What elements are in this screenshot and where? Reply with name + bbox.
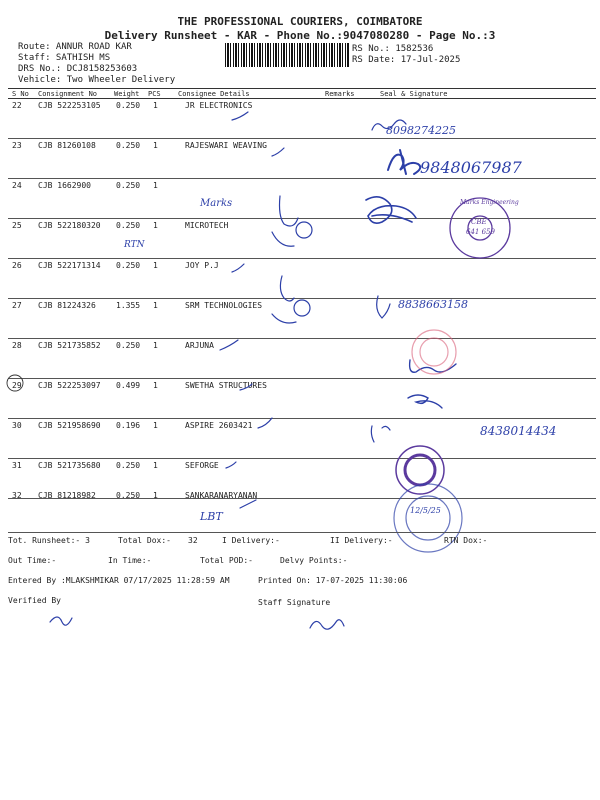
row-weight: 1.355 [116,301,141,310]
handwritten-note: LBT [200,510,223,523]
signature-stroke [272,314,296,323]
staff-signature-label: Staff Signature [258,598,331,607]
signature-stroke [280,276,294,301]
row-weight: 0.250 [116,461,141,470]
handwritten-phone: 8838663158 [398,298,468,311]
row-consignment: CJB 521958690 [38,421,101,430]
signature-stroke [372,215,412,222]
delvy-points: Delvy Points:- [280,556,348,565]
row-weight: 0.250 [116,261,141,270]
tick-mark [226,462,236,468]
limited-stamp [396,446,444,494]
stamp-text: CBE [471,218,487,226]
in-time: In Time:- [108,556,152,565]
stamp-text: Marks Engineering [460,199,519,206]
row-sno: 28 [12,341,22,350]
row-pcs: 1 [153,261,158,270]
row-weight: 0.499 [116,381,141,390]
row-pcs: 1 [153,141,158,150]
row-consignee: JOY P.J [185,261,219,270]
red-stamp [412,330,456,374]
row-consignment: CJB 521735852 [38,341,101,350]
stamp-date: 12/5/25 [410,506,441,515]
total-dox-label: Total Dox:- [118,536,171,545]
row-weight: 0.250 [116,491,141,500]
handwritten-phone: 8438014434 [480,424,557,438]
verified-by: Verified By [8,596,61,605]
row-consignee: JR ELECTRONICS [185,101,253,110]
out-time: Out Time:- [8,556,57,565]
runsheet-subtitle: Delivery Runsheet - KAR - Phone No.:9047080280 - Page No.:3 [104,29,496,42]
signature-stroke [371,426,390,442]
row-consignment: CJB 81218982 [38,491,96,500]
row-consignment: CJB 1662900 [38,181,91,190]
handwritten-note: RTN [124,240,145,250]
entered-by: Entered By :MLAKSHMIKAR 07/17/2025 11:28:59 AM [8,576,230,585]
col-consignment: Consignment No [38,90,98,98]
circled-mark [296,222,312,238]
footer-rule [8,532,596,533]
stamp-text: 641 659 [466,228,495,236]
tick-mark [258,418,272,428]
i-delivery: I Delivery:- [222,536,280,545]
rs-number: RS No.: 1582536 [352,44,434,54]
col-pcs: PCS [148,90,161,98]
row-weight: 0.250 [116,101,141,110]
row-consignment: CJB 521735680 [38,461,101,470]
row-sno: 30 [12,421,22,430]
row-sno: 22 [12,101,22,110]
rs-date: RS Date: 17-Jul-2025 [352,55,461,65]
signature-stroke [408,395,442,408]
row-sno: 24 [12,181,22,190]
signature-stroke [240,500,256,508]
row-weight: 0.196 [116,421,141,430]
row-sno: 29 [12,381,22,390]
verified-signature [50,617,72,625]
col-remarks: Remarks [325,90,355,98]
row-consignment: CJB 522180320 [38,221,101,230]
row-pcs: 1 [153,491,158,500]
total-dox-value: 32 [188,536,198,545]
row-pcs: 1 [153,181,158,190]
row-pcs: 1 [153,461,158,470]
rtn-dox: RTN Dox:- [444,536,488,545]
row-sno: 25 [12,221,22,230]
row-consignee: RAJESWARI WEAVING [185,141,267,150]
row-consignment: CJB 522253097 [38,381,101,390]
tick-mark [272,148,284,156]
row-consignee: SWETHA STRUCTURES [185,381,267,390]
row-pcs: 1 [153,301,158,310]
total-pod: Total POD:- [200,556,253,565]
company-title: THE PROFESSIONAL COURIERS, COIMBATORE [177,15,423,28]
row-pcs: 1 [153,421,158,430]
tick-mark [220,340,238,350]
row-consignee: MICROTECH [185,221,229,230]
row-consignment: CJB 81260108 [38,141,96,150]
tick-mark [232,112,248,120]
row-weight: 0.250 [116,341,141,350]
row-sno: 31 [12,461,22,470]
row-sno: 32 [12,491,22,500]
row-sno: 27 [12,301,22,310]
row-sno: 23 [12,141,22,150]
row-consignee: ARJUNA [185,341,214,350]
handwritten-phone: 9848067987 [420,158,522,177]
row-pcs: 1 [153,381,158,390]
row-weight: 0.250 [116,181,141,190]
ii-delivery: II Delivery:- [330,536,393,545]
col-consignee: Consignee Details [178,90,250,98]
row-pcs: 1 [153,221,158,230]
printed-on: Printed On: 17-07-2025 11:30:06 [258,576,408,585]
circled-mark [294,300,310,316]
handwritten-note: Marks [200,198,233,209]
drs-number: DRS No.: DCJ8158253603 [18,64,138,74]
row-weight: 0.250 [116,221,141,230]
signature-stroke [272,232,294,246]
row-consignee: SEFORGE [185,461,219,470]
staff-signature-stroke [310,620,344,629]
signature-stroke [366,197,416,223]
row-consignee: SANKARANARYANAN [185,491,258,500]
col-seal-signature: Seal & Signature [380,90,448,98]
col-sno: S No [12,90,29,98]
row-consignee: ASPIRE 2603421 [185,421,253,430]
tick-mark [240,384,252,390]
row-pcs: 1 [153,341,158,350]
signature-stroke [377,296,390,318]
staff-label: Staff: SATHISH MS [18,53,111,63]
handwritten-phone: 8098274225 [386,124,456,137]
vehicle-label: Vehicle: Two Wheeler Delivery [18,75,176,85]
row-consignment: CJB 522171314 [38,261,101,270]
row-consignment: CJB 81224326 [38,301,96,310]
signature-stroke [280,196,299,226]
row-weight: 0.250 [116,141,141,150]
row-consignment: CJB 522253105 [38,101,101,110]
row-consignee: SRM TECHNOLOGIES [185,301,263,310]
row-pcs: 1 [153,101,158,110]
route-label: Route: ANNUR ROAD KAR [18,42,132,52]
col-weight: Weight [114,90,140,98]
row-sno: 26 [12,261,22,270]
tot-runsheet: Tot. Runsheet:- 3 [8,536,90,545]
circled-mark [7,375,23,391]
tick-mark [232,264,244,272]
